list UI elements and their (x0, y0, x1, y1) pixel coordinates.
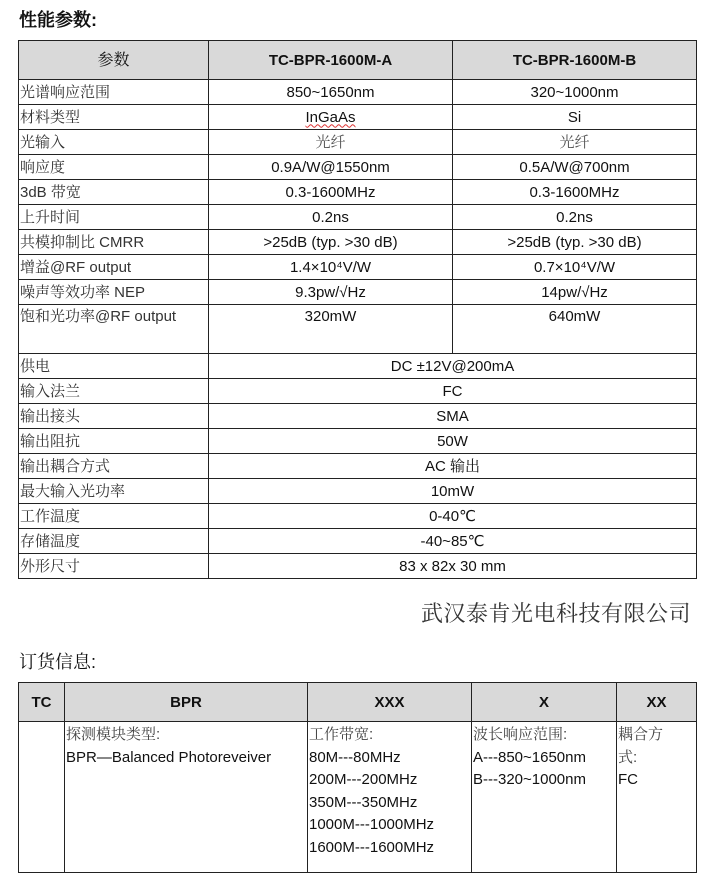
header-x: X (472, 683, 617, 722)
value-a: 9.3pw/√Hz (209, 280, 453, 305)
row-label: 噪声等效功率 NEP (19, 280, 209, 305)
x-caption: 波长响应范围: (473, 726, 568, 743)
table-row (19, 280, 697, 305)
table-row (19, 255, 697, 280)
row-label: 响应度 (19, 155, 209, 180)
value-a: 0.3-1600MHz (209, 180, 453, 205)
shared-value: SMA (209, 404, 697, 429)
spec-section-title: 性能参数: (19, 10, 97, 30)
value-b: 320~1000nm (453, 80, 697, 105)
order-section-title: 订货信息: (19, 652, 97, 672)
spec-table (18, 40, 697, 579)
row-label: 输入法兰 (19, 379, 209, 404)
spec-header-row (19, 41, 697, 80)
table-row-shared (19, 354, 697, 379)
xx-caption-line2: 式: (618, 748, 638, 766)
row-label: 输出接头 (19, 404, 209, 429)
table-row-shared (19, 379, 697, 404)
value-a: 320mW (209, 305, 453, 354)
table-row (19, 205, 697, 230)
value-a: 850~1650nm (209, 80, 453, 105)
header-model-b: TC-BPR-1600M-B (453, 41, 697, 80)
table-row (19, 80, 697, 105)
value-a: 0.9A/W@1550nm (209, 155, 453, 180)
row-label: 外形尺寸 (19, 554, 209, 579)
value-a-text: InGaAs (305, 108, 356, 126)
shared-value: 83 x 82x 30 mm (209, 554, 697, 579)
value-a: 光纤 (209, 130, 453, 155)
header-xxx: XXX (308, 683, 472, 722)
cell-xxx (308, 722, 472, 873)
row-label: 供电 (19, 354, 209, 379)
row-label: 输出阻抗 (19, 429, 209, 454)
row-label: 饱和光功率@RF output (19, 305, 209, 354)
xx-option: FC (618, 771, 638, 788)
bpr-description (66, 747, 306, 770)
table-row-shared (19, 504, 697, 529)
table-row-shared (19, 479, 697, 504)
xxx-option: 1000M---1000MHz (309, 816, 435, 833)
cell-x (472, 722, 617, 873)
row-label: 材料类型 (19, 105, 209, 130)
table-row-shared (19, 404, 697, 429)
bpr-caption: 探测模块类型: (66, 726, 161, 743)
value-b: Si (453, 105, 697, 130)
xxx-option: 200M---200MHz (309, 771, 418, 788)
value-a: 1.4×10⁴V/W (209, 255, 453, 280)
row-label: 最大输入光功率 (19, 479, 209, 504)
bpr-description-text: BPR—Balanced Photoreveiver (66, 748, 272, 766)
shared-value: -40~85℃ (209, 529, 697, 554)
table-row (19, 105, 697, 130)
row-label: 光输入 (19, 130, 209, 155)
table-row-shared (19, 529, 697, 554)
row-label: 光谱响应范围 (19, 80, 209, 105)
header-bpr: BPR (65, 683, 308, 722)
table-row (19, 180, 697, 205)
x-option: B---320~1000nm (473, 771, 586, 788)
table-row-shared (19, 554, 697, 579)
header-model-a: TC-BPR-1600M-A (209, 41, 453, 80)
cell-tc (19, 722, 65, 873)
value-b: 0.7×10⁴V/W (453, 255, 697, 280)
table-row-shared (19, 454, 697, 479)
row-label: 输出耦合方式 (19, 454, 209, 479)
table-row (19, 305, 697, 354)
order-header-row (19, 683, 697, 722)
value-a (209, 105, 453, 130)
value-b: 640mW (453, 305, 697, 354)
order-table (18, 682, 697, 873)
table-row (19, 230, 697, 255)
row-label: 工作温度 (19, 504, 209, 529)
value-b: 光纤 (453, 130, 697, 155)
company-name: 武汉泰肯光电科技有限公司 (420, 601, 691, 626)
header-tc: TC (19, 683, 65, 722)
order-body-row (19, 722, 697, 873)
xxx-option: 80M---80MHz (309, 748, 401, 766)
header-xx: XX (617, 683, 697, 722)
xxx-option: 350M---350MHz (309, 793, 418, 811)
table-row (19, 155, 697, 180)
row-label: 共模抑制比 CMRR (19, 230, 209, 255)
shared-value: FC (209, 379, 697, 404)
xxx-option: 1600M---1600MHz (309, 838, 435, 856)
row-label: 3dB 带宽 (19, 180, 209, 205)
value-a: 0.2ns (209, 205, 453, 230)
value-b: 0.3-1600MHz (453, 180, 697, 205)
shared-value: 10mW (209, 479, 697, 504)
xxx-caption: 工作带宽: (309, 726, 374, 743)
row-label: 增益@RF output (19, 255, 209, 280)
table-row (19, 130, 697, 155)
row-label: 上升时间 (19, 205, 209, 230)
cell-bpr (65, 722, 308, 873)
value-b: 0.5A/W@700nm (453, 155, 697, 180)
value-a: >25dB (typ. >30 dB) (209, 230, 453, 255)
value-b: >25dB (typ. >30 dB) (453, 230, 697, 255)
shared-value: DC ±12V@200mA (209, 354, 697, 379)
row-label: 存储温度 (19, 529, 209, 554)
shared-value: AC 输出 (209, 454, 697, 479)
value-b: 14pw/√Hz (453, 280, 697, 305)
shared-value: 0-40℃ (209, 504, 697, 529)
xx-caption-line1: 耦合方 (618, 726, 664, 743)
cell-xx (617, 722, 697, 873)
header-param: 参数 (19, 41, 209, 80)
shared-value: 50W (209, 429, 697, 454)
table-row-shared (19, 429, 697, 454)
x-option: A---850~1650nm (473, 748, 586, 766)
value-b: 0.2ns (453, 205, 697, 230)
